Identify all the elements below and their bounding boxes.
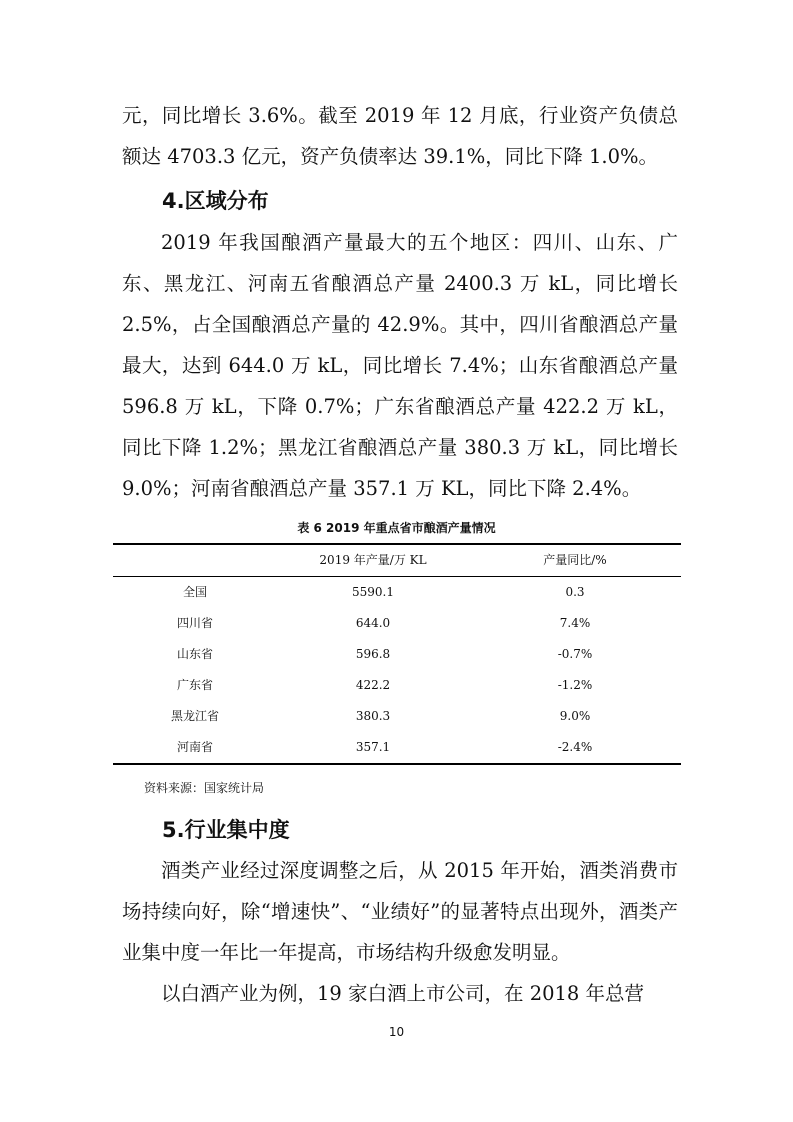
- table-cell-output: 380.3: [355, 709, 391, 723]
- table-cell-region: 黑龙江省: [170, 709, 219, 723]
- table-row: [113, 608, 681, 639]
- table-row: [113, 639, 681, 670]
- table-row: [113, 732, 681, 763]
- table-cell-output: 5590.1: [352, 585, 394, 599]
- table-bottom-rule: [113, 763, 681, 765]
- table-header-cell: 2019 年产量/万 KL: [319, 553, 427, 567]
- table-cell-region: 山东省: [176, 647, 213, 661]
- table-cell-output: 596.8: [355, 647, 391, 661]
- table-header-cell: 产量同比/%: [543, 553, 607, 567]
- table-cell-output: 644.0: [355, 616, 391, 630]
- table-cell-output: 422.2: [355, 678, 391, 692]
- table-row: [113, 670, 681, 701]
- table-cell-yoy: -1.2%: [557, 678, 593, 692]
- table-cell-yoy: 0.3: [565, 585, 585, 599]
- table-cell-yoy: -2.4%: [557, 740, 593, 754]
- paragraph-concentration: 酒类产业经过深度调整之后，从 2015 年开始，酒类消费市场持续向好，除“增速快”、“业绩好”的显著特点出现外，酒类产业集中度一年比一年提高，市场结构升级愈发明显。: [122, 859, 678, 964]
- table-row: [113, 701, 681, 732]
- table-cell-region: 广东省: [176, 678, 213, 692]
- table-cell-region: 河南省: [176, 740, 213, 754]
- table-row: [113, 577, 681, 608]
- paragraph-baijiu: 以白酒产业为例，19 家白酒上市公司，在 2018 年总营: [161, 982, 645, 1005]
- table-caption: 表 6 2019 年重点省市酿酒产量情况: [297, 521, 496, 535]
- table-header-row: [113, 545, 681, 576]
- page-number: 10: [388, 1025, 405, 1039]
- table-cell-region: 全国: [182, 585, 207, 599]
- table-source-note: 资料来源：国家统计局: [144, 781, 265, 795]
- paragraph-finance: 元，同比增长 3.6%。截至 2019 年 12 月底，行业资产负债总额达 4703.3 亿元，资产负债率达 39.1%，同比下降 1.0%。: [122, 104, 678, 168]
- paragraph-regional: 2019 年我国酿酒产量最大的五个地区：四川、山东、广东、黑龙江、河南五省酿酒总产量 2400.3 万 kL，同比增长 2.5%，占全国酿酒总产量的 42.9%。其中，四川省酿酒总产量最大，达到 644.0 万 kL，同比增长 7.4%；山东省酿酒总产量 596.8 万 kL，下降 0.7%；广东省酿酒总产量 422.2 万 kL，同比下降 1.2%；黑龙江省酿酒总产量 380.3 万 kL，同比增长 9.0%；河南省酿酒总产量 357.1 万 KL，同比下降 2.4%。: [122, 231, 678, 500]
- section-heading-regional-distribution: 4.区域分布: [162, 189, 269, 213]
- table-cell-region: 四川省: [176, 616, 213, 630]
- table-cell-yoy: -0.7%: [557, 647, 593, 661]
- section-heading-industry-concentration: 5.行业集中度: [162, 818, 290, 842]
- table-cell-output: 357.1: [355, 740, 391, 754]
- table-cell-yoy: 7.4%: [559, 616, 591, 630]
- table-cell-yoy: 9.0%: [559, 709, 591, 723]
